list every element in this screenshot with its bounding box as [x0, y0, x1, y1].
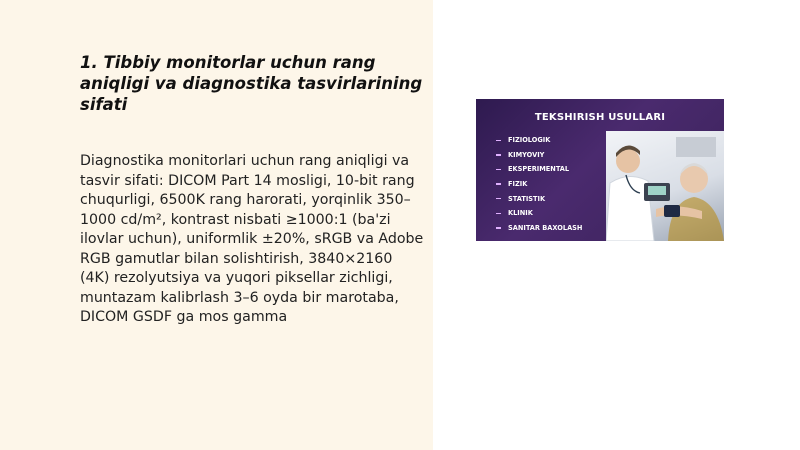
list-item [496, 162, 582, 177]
list-item-label: KIMYOVIY [508, 150, 545, 159]
monitor-screen [648, 186, 666, 195]
bullet-icon [496, 169, 501, 171]
bp-cuff [664, 205, 680, 217]
list-item-label: STATISTIK [508, 194, 546, 203]
patient-shirt [668, 197, 724, 241]
bullet-icon [496, 198, 501, 200]
list-item-label: KLINIK [508, 209, 533, 218]
bullet-icon [496, 154, 501, 156]
image-heading: TEKSHIRISH USULLARI [534, 112, 666, 123]
bullet-icon [496, 140, 501, 142]
list-item-label: EKSPERIMENTAL [508, 165, 570, 174]
list-item [496, 221, 582, 236]
bullet-icon [496, 183, 501, 185]
methods-image [476, 99, 724, 241]
bullet-icon [496, 213, 501, 215]
list-item-label: FIZIK [508, 180, 528, 189]
list-item-label: FIZIOLOGIK [508, 136, 551, 145]
list-item [496, 177, 582, 192]
photo-illustration [606, 131, 724, 241]
list-item [496, 206, 582, 221]
doctor-patient-photo [606, 131, 724, 241]
slide-title: 1. Tibbiy monitorlar uchun rang aniqligi va diagnostika tasvirlarining sifati [80, 53, 423, 114]
bullet-icon [496, 227, 501, 229]
methods-list [496, 133, 582, 235]
background-shelf [676, 137, 716, 157]
list-item [496, 148, 582, 163]
list-item-label: SANITAR BAXOLASH [508, 223, 583, 232]
slide-body-text: Diagnostika monitorlari uchun rang aniqligi va tasvir sifati: DICOM Part 14 mosligi, 10-bit rang chuqurligi, 6500K rang harorati, yorqinlik 350–1000 cd/m², kontrast nisbati ≥1000:1 (ba'zi ilovlar uchun), uniformlik ±20%, sRGB va Adobe RGB gamutlar bilan solishtirish, 3840×2160 (4K) rezolyutsiya va yuqori piksellar zichligi, muntazam kalibrlash 3–6 oyda bir marotaba, DICOM GSDF ga mos gamma [80, 153, 424, 325]
list-item [496, 133, 582, 148]
list-item [496, 191, 582, 206]
